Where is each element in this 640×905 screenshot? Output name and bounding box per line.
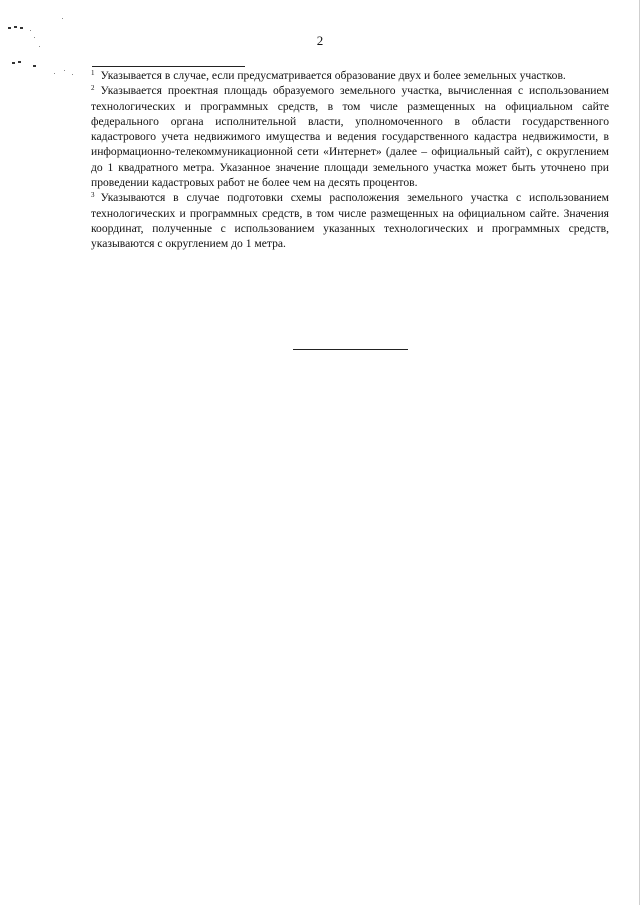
footnote-marker: 1 [91,69,95,77]
scan-artifact [30,30,31,31]
scan-artifact [14,26,17,28]
footnote [91,83,609,190]
scan-artifact [8,27,11,29]
footnote-separator [92,66,245,67]
end-of-document-line [293,349,408,350]
scan-artifact [20,27,23,29]
footnote-text: Указываются в случае подготовки схемы расположения земельного участка с использованием технологических и программных средств, в том числе размещенных на официальном сайте. Значения координат, полученные с использованием указанных технологических и программных средств, указываются с округлением до 1 метра. [91,191,609,251]
scan-artifact [12,62,15,64]
footnote [91,68,609,83]
footnote [91,190,609,251]
scan-artifact [18,61,21,63]
scan-artifact [64,70,65,71]
scan-artifact [54,73,55,74]
scan-artifact [62,18,63,19]
scan-artifact [33,65,36,67]
scan-artifact [72,74,73,75]
footnote-text: Указывается в случае, если предусматривается образование двух и более земельных участков. [100,69,566,82]
footnote-marker: 3 [91,191,95,200]
footnote-text: Указывается проектная площадь образуемого земельного участка, вычисленная с использованием технологических и программных средств, в том числе размещенных на официальном сайте федерального органа исполнительной власти, уполномоченного в области государственного кадастрового учета недвижимого имущества и ведения государственного кадастра недвижимости, в информационно-телекоммуникационной сети «Интернет» (далее – официальный сайт), с округлением до 1 квадратного метра. Указанное значение площади земельного участка может быть уточнено при проведении кадастровых работ не более чем на десять процентов. [91,84,609,190]
footnote-marker: 2 [91,84,95,93]
page-number: 2 [316,33,324,48]
footnotes [91,68,609,252]
